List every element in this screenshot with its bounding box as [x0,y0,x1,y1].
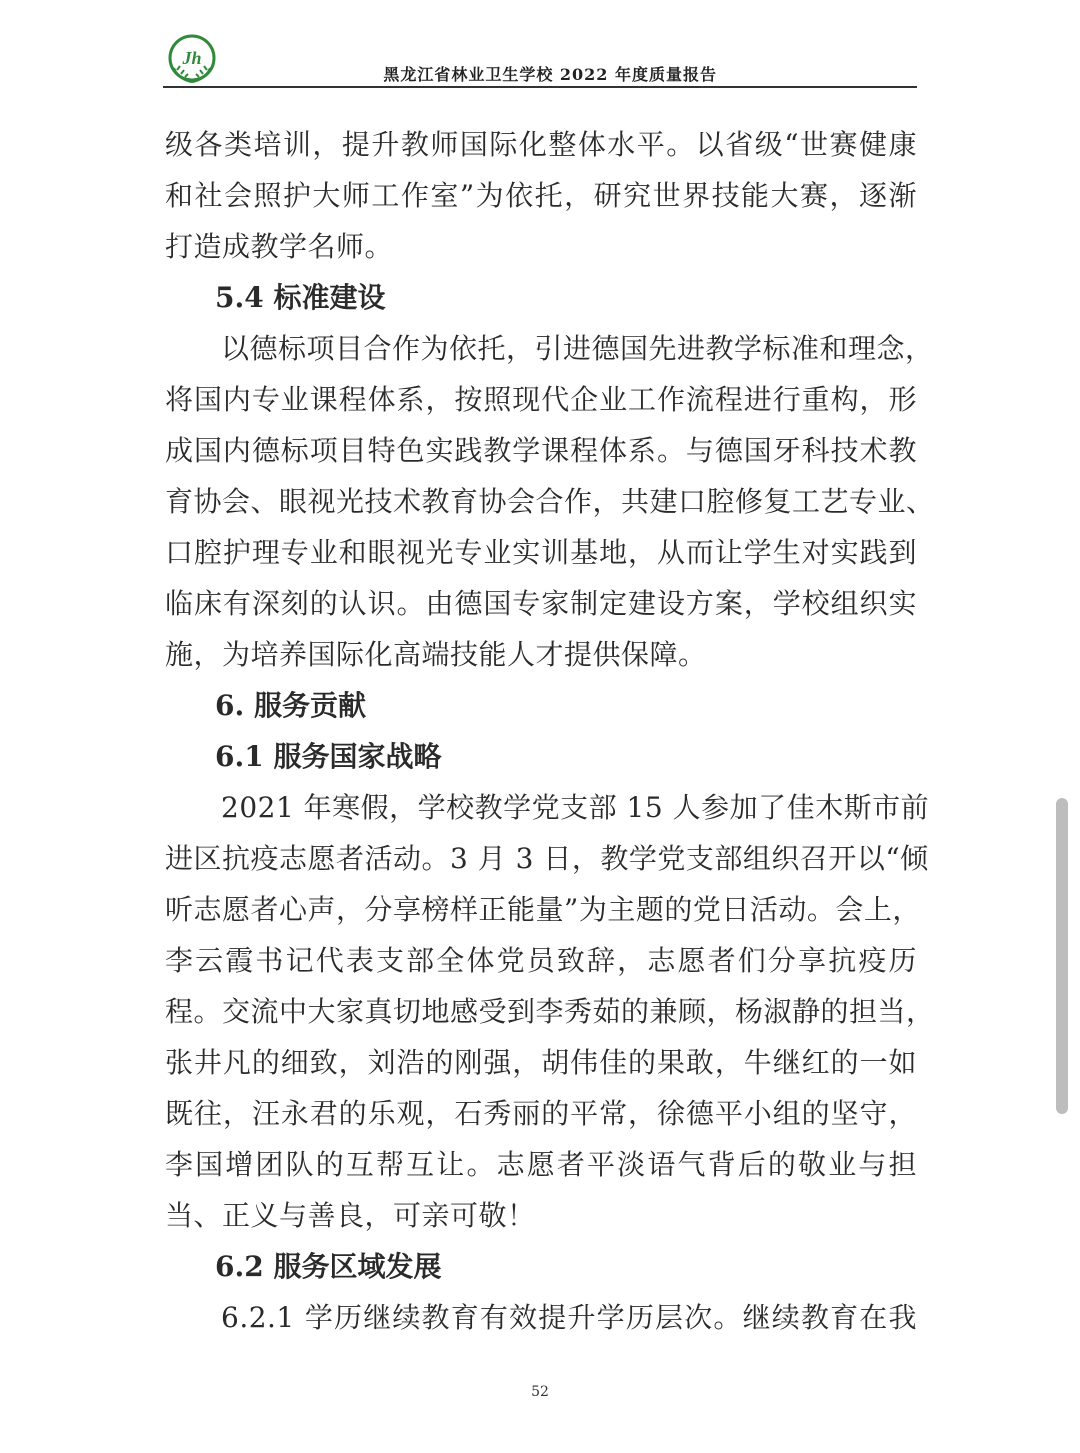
text-line: 当、正义与善良，可亲可敬！ [165,1199,536,1232]
text-line: 2021 年寒假，学校教学党支部 15 人参加了佳木斯市前 [221,791,930,824]
school-logo-icon [165,32,219,86]
text-line: 育协会、眼视光技术教育协会合作，共建口腔修复工艺专业、 [165,485,935,518]
text-line: 将国内专业课程体系，按照现代企业工作流程进行重构，形 [165,383,917,416]
text-line: 施，为培养国际化高端技能人才提供保障。 [165,638,707,671]
text-line: 成国内德标项目特色实践教学课程体系。与德国牙科技术教 [165,434,917,467]
section-heading: 6. 服务贡献 [215,689,366,722]
section-heading: 6.2 服务区域发展 [215,1250,442,1283]
text-line: 临床有深刻的认识。由德国专家制定建设方案，学校组织实 [165,587,917,620]
text-line: 进区抗疫志愿者活动。3 月 3 日，教学党支部组织召开以“倾 [165,842,929,875]
document-body [165,119,935,1343]
text-line: 级各类培训，提升教师国际化整体水平。以省级“世赛健康 [165,128,917,161]
text-line: 6.2.1 学历继续教育有效提升学历层次。继续教育在我 [221,1301,917,1334]
header-divider [163,86,917,88]
text-line: 既往，汪永君的乐观，石秀丽的平常，徐德平小组的坚守， [165,1097,917,1130]
text-line: 程。交流中大家真切地感受到李秀茹的兼顾，杨淑静的担当， [165,995,935,1028]
text-line: 打造成教学名师。 [165,230,394,263]
text-line: 听志愿者心声，分享榜样正能量”为主题的党日活动。会上， [165,893,921,926]
section-heading: 5.4 标准建设 [215,281,386,314]
scrollbar-thumb[interactable] [1056,798,1068,1114]
text-line: 口腔护理专业和眼视光专业实训基地，从而让学生对实践到 [165,536,917,569]
page-number: 52 [531,1384,549,1400]
section-heading: 6.1 服务国家战略 [215,740,442,773]
page-header [163,28,917,88]
text-line: 和社会照护大师工作室”为依托，研究世界技能大赛，逐渐 [165,179,917,212]
report-title: 黑龙江省林业卫生学校 2022 年度质量报告 [383,65,717,84]
text-line: 李国增团队的互帮互让。志愿者平淡语气背后的敬业与担 [165,1148,917,1181]
text-line: 以德标项目合作为依托，引进德国先进教学标准和理念， [221,332,934,365]
text-line: 李云霞书记代表支部全体党员致辞，志愿者们分享抗疫历 [165,944,917,977]
logo-lettering: Jh [182,48,202,68]
text-line: 张井凡的细致，刘浩的刚强，胡伟佳的果敢，牛继红的一如 [165,1046,917,1079]
